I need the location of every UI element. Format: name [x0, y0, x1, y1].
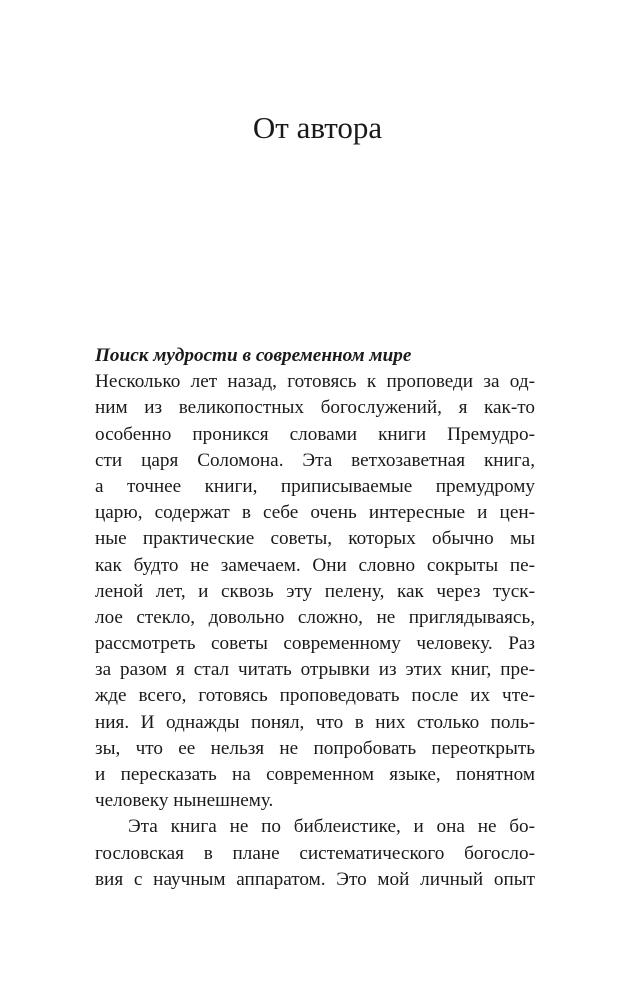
text-line: как будто не замечаем. Они словно сокрыты пе- — [95, 554, 535, 576]
text-line: за разом я стал читать отрывки из этих книг, пре- — [95, 659, 535, 681]
body-text — [95, 343, 535, 893]
text-line: гословская в плане систематического богосло- — [95, 842, 535, 864]
paragraph-1 — [95, 369, 535, 814]
text-line: особенно проникся словами книги Премудро- — [95, 423, 535, 445]
text-line: и пересказать на современном языке, понятном — [95, 764, 535, 785]
text-line: а точнее книги, приписываемые премудрому — [95, 475, 535, 497]
text-line: ные практические советы, которых обычно мы — [95, 528, 535, 550]
text-line: ния. И однажды понял, что в них столько поль- — [95, 711, 535, 733]
text-line: вия с научным аппаратом. Это мой личный опыт — [95, 868, 535, 890]
text-line: ним из великопостных богослужений, я как-то — [95, 397, 535, 419]
text-line: царю, содержат в себе очень интересные и цен- — [95, 502, 535, 524]
text-line: Несколько лет назад, готовясь к проповеди за од- — [95, 371, 535, 393]
chapter-title: От автора — [252, 110, 383, 145]
text-line: человеку нынешнему. — [95, 790, 274, 812]
section-heading: Поиск мудрости в современном мире — [95, 345, 412, 366]
text-line: леной лет, и сквозь эту пелену, как через туск- — [95, 580, 535, 602]
text-line: жде всего, готовясь проповедовать после их чте- — [95, 685, 535, 707]
paragraph-2 — [95, 814, 535, 893]
text-line: зы, что ее нельзя не попробовать переоткрыть — [95, 737, 535, 759]
text-line: рассмотреть советы современному человеку. Раз — [95, 633, 535, 655]
text-line: Эта книга не по библеистике, и она не бо- — [128, 816, 535, 838]
text-line: сти царя Соломона. Эта ветхозаветная книга, — [95, 449, 535, 471]
text-line: лое стекло, довольно сложно, не приглядываясь, — [95, 606, 535, 628]
